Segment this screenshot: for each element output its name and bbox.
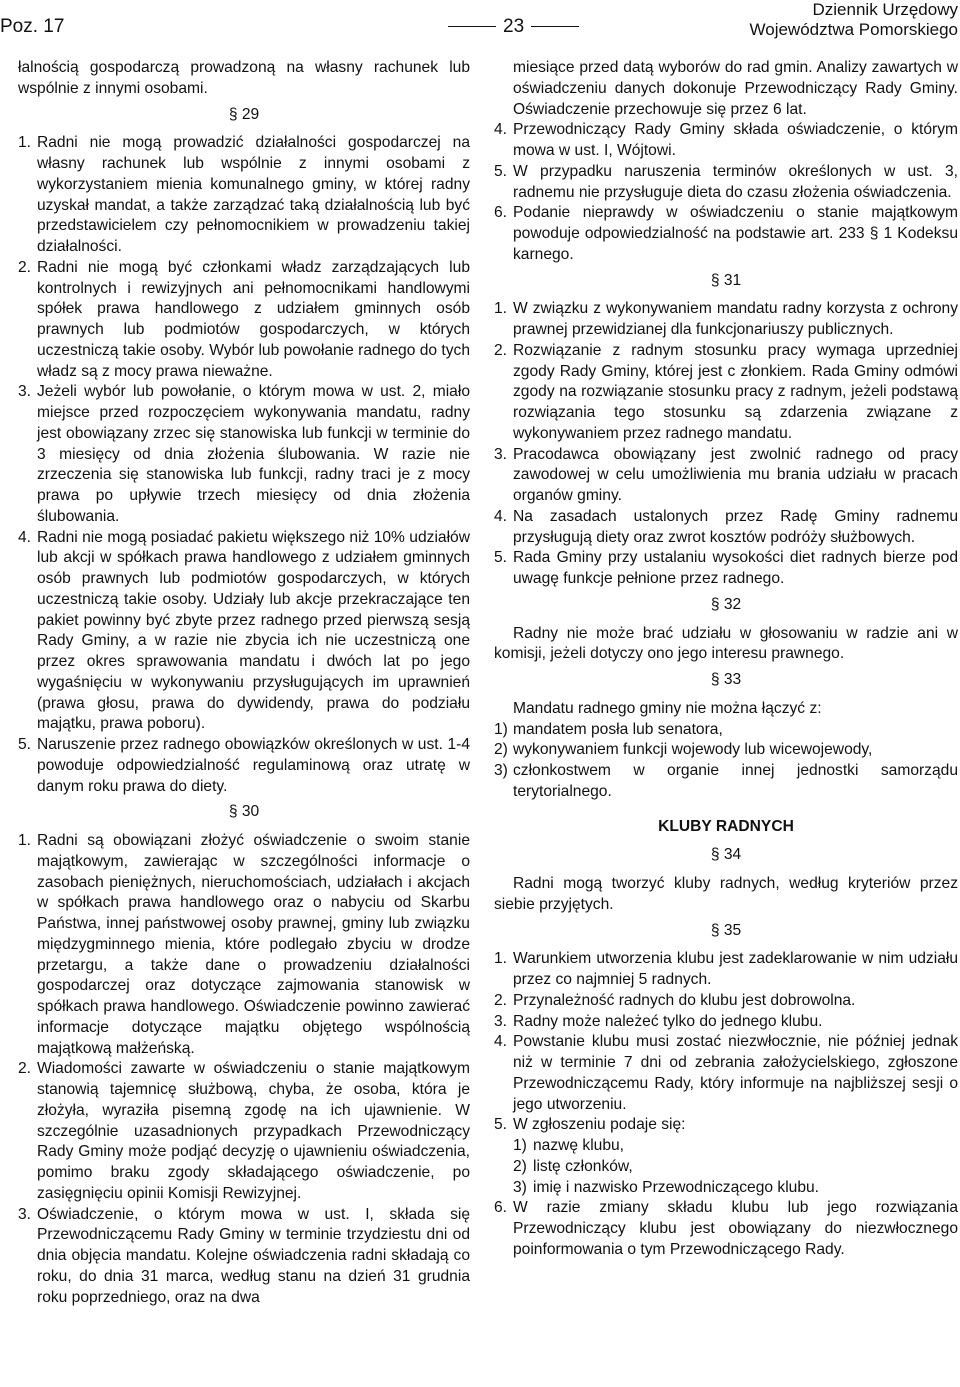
item-text: Naruszenie przez radnego obowiązków określonych w ust. 1-4 powoduje odpowiedzialność regulaminową oraz utratę w danym roku prawa do diety. — [37, 736, 470, 795]
list-item — [18, 382, 470, 527]
item-text: Rozwiązanie z radnym stosunku pracy wymaga uprzedniej zgody Rady Gminy, której jest c złonkiem. Rada Gminy odmówi zgody na rozwiązanie stosunku pracy z radnym, jeżeli podstawą rozwiązania tego stosunku są zdarzenia związane z wykonywaniem przez radnego mandatu. — [513, 341, 958, 442]
item-number: 3. — [18, 383, 32, 401]
continued-text: łalnością gospodarczą prowadzoną na własny rachunek lub wspólnie z innymi osobami. — [18, 59, 470, 97]
list-item — [494, 203, 958, 265]
item-text: mandatem posła lub senatora, — [513, 720, 723, 738]
list-item — [18, 133, 470, 258]
item-text: Radny może należeć tylko do jednego klubu. — [513, 1012, 823, 1030]
item-number: 2) — [494, 741, 508, 759]
list-item — [494, 1032, 958, 1115]
list-item — [494, 761, 958, 803]
item-number: 5. — [494, 162, 508, 180]
list-item — [18, 528, 470, 736]
list-item — [494, 1157, 958, 1178]
list-item — [494, 120, 958, 162]
item-number: 4. — [18, 528, 32, 546]
item-number: 2. — [18, 258, 32, 276]
item-number: 6. — [494, 204, 508, 222]
item-text: Powstanie klubu musi zostać niezwłocznie, nie później jednak niż w terminie 7 dni od zebrania założycielskiego, zgłoszone Przewodniczącemu Rady, który informuje na najbliższej sesji o jego utworzeniu. — [513, 1033, 958, 1113]
journal-title-line2: Województwa Pomorskiego — [749, 20, 958, 39]
item-number: 3) — [494, 762, 508, 779]
section-heading-34: § 34 — [710, 846, 742, 864]
section-heading-29: § 29 — [228, 105, 260, 123]
section-heading-35: § 35 — [710, 921, 742, 939]
list-item — [494, 1012, 958, 1033]
list-item — [494, 720, 958, 741]
item-number: 6. — [494, 1199, 508, 1217]
item-number: 2. — [18, 1060, 32, 1078]
list-item — [494, 299, 958, 341]
list-item — [18, 258, 470, 383]
item-text: wykonywaniem funkcji wojewody lub wicewojewody, — [513, 741, 873, 759]
list-item — [494, 341, 958, 445]
item-text: Oświadczenie, o którym mowa w ust. I, składa się Przewodniczącemu Rady Gminy w terminie trzydziestu dni od dnia objęcia mandatu. Kolejne oświadczenia radni składają co roku, do dnia 31 marca, według stanu na dzień 31 grudnia roku poprzedniego, oraz na dwa — [37, 1205, 470, 1306]
right-column — [494, 58, 958, 1261]
section-35-sublist — [494, 1136, 958, 1198]
item-text: Wiadomości zawarte w oświadczeniu o stanie majątkowym stanowią tajemnicę służbową, chyba, że osoba, która je złożyła, wyraziła pisemną zgodę na ich ujawnienie. W szczególnie uzasadnionych przypadkach Przewodniczący Rady Gminy może podjąć decyzję o ujawnieniu oświadczenia, pomimo braku zgody składającego oświadczenie, po zasięgnięciu opinii Komisji Rewizyjnej. — [37, 1060, 470, 1202]
chapter-heading: KLUBY RADNYCH — [658, 817, 794, 835]
page-number — [441, 16, 586, 38]
item-text: Radni są obowiązani złożyć oświadczenie o swoim stanie majątkowym, zawierając w szczególności informacje o zasobach pieniężnych, nieruchomościach, udziałach i akcjach w spółkach prawa handlowego oraz o nabyciu od Skarbu Państwa, innej państwowej osoby prawnej, gminy lub związku międzygminnego mienia, które podlegało zbyciu w drodze przetargu, a także dane o prowadzeniu działalności gospodarczej oraz dotyczące zajmowania stanowisk w spółkach prawa handlowego. Oświadczenie powinno zawierać informacje dotyczące majątku objętego wspólnością majątkową małżeńską. — [37, 832, 470, 1057]
section-heading-31: § 31 — [710, 271, 742, 289]
list-item — [494, 1198, 958, 1260]
continued-text: miesiące przed datą wyborów do rad gmin. Analizy zawartych w oświadczeniu danych dokonuje Przewodniczący Rady Gminy. Oświadczenie przechowuje się przez 6 lat. — [513, 59, 958, 118]
list-item — [18, 1205, 470, 1309]
item-number: 5. — [494, 549, 508, 567]
section-heading-30: § 30 — [228, 803, 260, 821]
item-number: 3. — [18, 1205, 32, 1223]
list-item — [494, 162, 958, 204]
section-35-list — [494, 949, 958, 1136]
item-text: Radni nie mogą prowadzić działalności gospodarczej na własny rachunek lub wspólnie z innymi osobami z wykorzystaniem mienia komunalnego gminy, w której radny uzyskał mandat, a także zarządzać taką działalnością lub być przedstawicielem czy pełnomocnikiem w prowadzeniu takiej działalności. — [37, 134, 470, 255]
list-item — [494, 548, 958, 590]
item-text: Pracodawca obowiązany jest zwolnić radnego od pracy zawodowej w celu umożliwienia mu brania udziału w pracach organów gminy. — [513, 445, 958, 504]
item-text: Radni nie mogą posiadać pakietu większego niż 10% udziałów lub akcji w spółkach prawa handlowego z udziałem gminnych osób prawnych lub podmiotów gospodarczych, w których uczestniczą takie osoby. Udziały lub akcje przekraczające ten pakiet powinny być zbyte przez radnego przed pierwszą sesją Rady Gminy, a w razie nie zbycia ich nie uczestniczą one przez okres sprawowania mandatu i dwóch lat po jego wygaśnięciu w wykonywaniu przysługujących im uprawnień (prawa głosu, prawa do dywidendy, prawa do podziału majątku, prawa poboru). — [37, 528, 470, 733]
journal-title-line1: Dziennik Urzędowy — [812, 0, 958, 19]
item-number: 1. — [18, 134, 32, 152]
list-item — [494, 1115, 958, 1136]
item-text: Radni nie mogą być członkami władz zarządzających lub kontrolnych i rewizyjnych ani pełnomocnikami handlowymi spółek prawa handlowego z udziałem gminnych osób prawnych lub podmiotów gospodarczych, w których uczestniczą takie osoby. Wybór lub powołanie radnego do tych władz są z mocy prawa nieważne. — [37, 258, 470, 380]
item-number: 2. — [494, 991, 508, 1009]
item-number: 3. — [494, 445, 508, 463]
page-number-text: 23 — [503, 16, 525, 37]
item-text: W przypadku naruszenia terminów określonych w ust. 3, radnemu nie przysługuje dieta do czasu złożenia oświadczenia. — [513, 162, 958, 201]
section-34-text: Radni mogą tworzyć kluby radnych, według kryteriów przez siebie przyjętych. — [494, 875, 958, 913]
journal-title — [750, 0, 959, 40]
item-number: 2. — [494, 341, 508, 359]
page-header — [0, 0, 960, 46]
item-text: W razie zmiany składu klubu lub jego rozwiązania Przewodniczący klubu jest obowiązany do niezwłocznego poinformowania o tym Przewodniczącego Rady. — [513, 1199, 958, 1258]
list-item — [18, 1059, 470, 1204]
item-number: 3) — [513, 1178, 527, 1196]
item-text: Podanie nieprawdy w oświadczeniu o stanie majątkowym powoduje odpowiedzialność na podstawie art. 233 § 1 Kodeksu karnego. — [513, 204, 958, 263]
section-heading-32: § 32 — [710, 595, 742, 613]
item-text: W związku z wykonywaniem mandatu radny korzysta z ochrony prawnej przewidzianej dla funkcjonariuszy publicznych. — [513, 300, 958, 338]
item-text: Warunkiem utworzenia klubu jest zadeklarowanie w nim udziału przez co najmniej 5 radnych. — [513, 950, 958, 988]
section-30-list-cont — [494, 120, 958, 265]
item-number: 2) — [513, 1157, 527, 1175]
list-item — [18, 831, 470, 1059]
list-item — [18, 735, 470, 797]
item-number: 1. — [494, 950, 508, 968]
section-30-list — [18, 831, 470, 1308]
item-number: 4. — [494, 507, 508, 525]
item-text: Na zasadach ustalonych przez Radę Gminy radnemu przysługują diety oraz zwrot kosztów podróży służbowych. — [513, 507, 958, 546]
item-number: 4. — [494, 1033, 508, 1051]
section-heading-33: § 33 — [710, 671, 742, 688]
item-number: 5. — [494, 1116, 508, 1134]
item-text: Przynależność radnych do klubu jest dobrowolna. — [513, 991, 856, 1009]
item-text: W zgłoszeniu podaje się: — [513, 1116, 686, 1134]
list-item — [494, 1136, 958, 1157]
section-31-list — [494, 299, 958, 590]
list-item — [494, 991, 958, 1012]
item-number: 1. — [494, 300, 508, 318]
list-item — [494, 1178, 958, 1199]
item-number: 1) — [513, 1137, 527, 1154]
list-item — [494, 445, 958, 507]
left-column — [18, 58, 470, 1308]
position-number: Poz. 17 — [0, 16, 65, 37]
list-item — [494, 740, 958, 761]
item-text: Jeżeli wybór lub powołanie, o którym mowa w ust. 2, miało miejsce przed rozpoczęciem wykonywania mandatu, radny jest obowiązany zrzec się stanowiska lub funkcji w terminie do 3 miesięcy od dnia złożenia ślubowania. W razie nie zrzeczenia się stanowiska lub funkcji, radny traci je z mocy prawa po upływie trzech miesięcy od dnia złożenia ślubowania. — [37, 383, 470, 525]
item-text: imię i nazwisko Przewodniczącego klubu. — [533, 1178, 820, 1196]
section-33-intro: Mandatu radnego gminy nie można łączyć z: — [513, 699, 822, 717]
item-text: członkostwem w organie innej jednostki samorządu terytorialnego. — [513, 762, 958, 800]
item-number: 3. — [494, 1012, 508, 1030]
list-item — [494, 949, 958, 991]
section-33-list — [494, 720, 958, 803]
section-29-list — [18, 133, 470, 797]
item-number: 4. — [494, 121, 508, 139]
item-text: listę członków, — [533, 1157, 633, 1175]
item-number: 1. — [18, 832, 32, 849]
item-number: 5. — [18, 736, 32, 753]
item-text: Rada Gminy przy ustalaniu wysokości diet radnych bierze pod uwagę funkcje pełnione przez radnego. — [513, 549, 958, 587]
item-text: Przewodniczący Rady Gminy składa oświadczenie, o którym mowa w ust. I, Wójtowi. — [513, 121, 958, 159]
item-text: nazwę klubu, — [533, 1137, 625, 1154]
list-item — [494, 507, 958, 549]
item-number: 1) — [494, 720, 508, 738]
section-32-text: Radny nie może brać udziału w głosowaniu w radzie ani w komisji, jeżeli dotyczy ono jego interesu prawnego. — [494, 624, 958, 663]
